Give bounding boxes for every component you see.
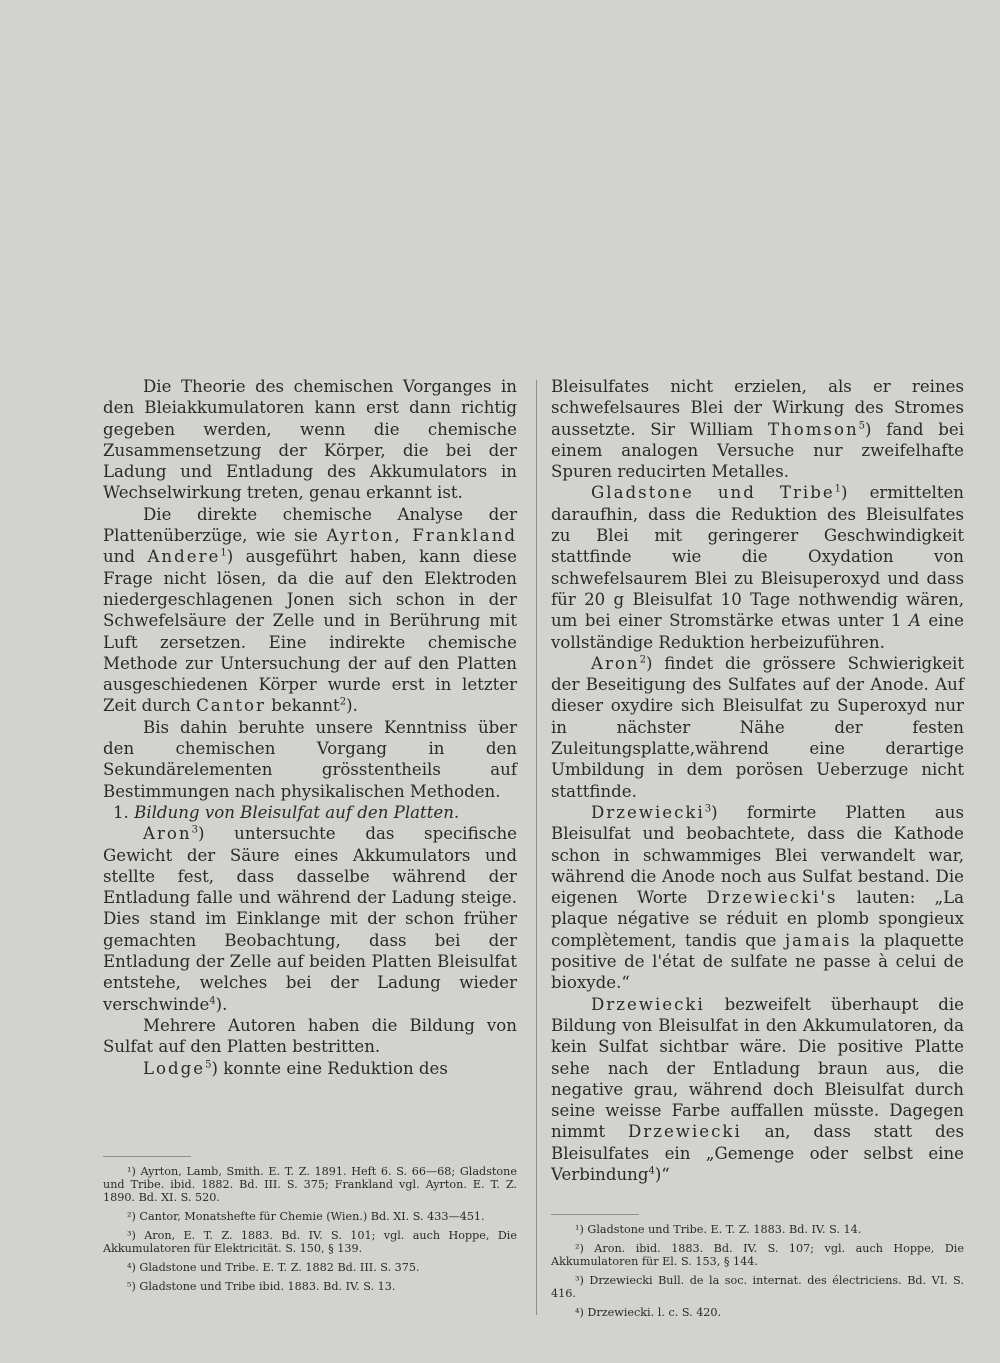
footnote: ¹) Ayrton, Lamb, Smith. E. T. Z. 1891. Heft 6. S. 66—68; Gladstone und Tribe. ibid. 1882. Bd. III. S. 375; Frankland vgl. Ayrton. E. T. Z. 1890. Bd. XI. S. 520. — [103, 1165, 517, 1204]
paragraph: Drzewiecki$^3$) formirte Platten aus Bleisulfat und beobachtete, dass die Kathode schon in schwammiges Blei verwandelt war, während die Anode noch aus Sulfat bestand. Die eigenen Worte Drzewiecki's lauten: „La plaque négative se réduit en plomb spongieux complètement, tandis que jamais la plaquette positive de l'état de sulfate ne passe à celui de bioxyde.“ — [551, 802, 965, 993]
paragraph: Die direkte chemische Analyse der Plattenüberzüge, wie sie Ayrton, Frankland und Andere$^1$) ausgeführt haben, kann diese Frage nicht lösen, da die auf den Elektroden niedergeschlagenen Jonen sich schon in der Schwefelsäure der Zelle und in Berührung mit Luft zersetzen. Eine indirekte chemische Methode zur Untersuchung der auf den Platten ausgeschiedenen Körper wurde erst in letzter Zeit durch Cantor bekannt$^2$). — [103, 504, 518, 716]
footnote: ¹) Gladstone und Tribe. E. T. Z. 1883. Bd. IV. S. 14. — [575, 1223, 862, 1236]
paragraph: Die Theorie des chemischen Vorganges in den Bleiakkumulatoren kann erst dann richtig gegeben werden, wenn die chemische Zusammensetzung der Körper, die bei der Ladung und Entladung des Akkumulators in Wechselwirkung treten, genau erkannt ist. — [103, 377, 517, 503]
left-column — [103, 376, 517, 1079]
footnotes-right — [551, 1214, 964, 1325]
footnote-separator — [551, 1214, 639, 1215]
paragraph: Mehrere Autoren haben die Bildung von Sulfat auf den Platten bestritten. — [103, 1015, 517, 1057]
footnote-separator — [103, 1156, 191, 1157]
paragraph: Lodge$^5$) konnte eine Reduktion des — [143, 1058, 448, 1078]
paragraph: Bis dahin beruhte unsere Kenntniss über den chemischen Vorgang in den Sekundärelementen grösstentheils auf Bestimmungen nach physikalischen Methoden. — [103, 717, 517, 801]
paragraph: Aron$^3$) untersuchte das specifische Gewicht der Säure eines Akkumulators und stellte fest, dass dasselbe während der Entladung falle und während der Ladung steige. Dies stand im Einklange mit der schon früher gemachten Beobachtung, dass bei der Entladung der Zelle auf beiden Platten Bleisulfat entstehe, welches bei der Ladung wieder verschwinde$^4$). — [103, 824, 518, 1014]
paragraph: Bleisulfates nicht erzielen, als er reines schwefelsaures Blei der Wirkung des Stromes aussetzte. Sir William Thomson$^5$) fand bei einem analogen Versuche nur zweifelhafte Spuren reducirten Metalles. — [551, 377, 964, 482]
footnote: ⁴) Gladstone und Tribe. E. T. Z. 1882 Bd. III. S. 375. — [127, 1261, 420, 1274]
footnotes-left — [103, 1156, 517, 1299]
column-divider — [536, 380, 537, 1315]
paragraph: Gladstone und Tribe$^1$) ermittelten daraufhin, dass die Reduktion des Bleisulfates zu Blei mit geringerer Geschwindigkeit stattfinde wie die Oxydation von schwefelsaurem Blei zu Bleisuperoxyd und dass für 20 g Bleisulfat 10 Tage nothwendig wären, um bei einer Stromstärke etwas unter 1 A eine vollständige Reduktion herbeizuführen. — [551, 483, 964, 652]
footnote: ²) Cantor, Monatshefte für Chemie (Wien.) Bd. XI. S. 433—451. — [127, 1210, 485, 1223]
right-column — [551, 376, 964, 1185]
paragraph: Aron$^2$) findet die grössere Schwierigkeit der Beseitigung des Sulfates auf der Anode. Auf dieser oxydire sich Bleisulfat zu Superoxyd nur in nächster Nähe der festen Zuleitungsplatte,während eine derartige Umbildung in dem porösen Ueberzuge nicht stattfinde. — [551, 653, 964, 801]
footnote: ⁴) Drzewiecki. l. c. S. 420. — [575, 1306, 722, 1319]
section-heading: 1. Bildung von Bleisulfat auf den Platten. — [113, 802, 460, 822]
footnote: ³) Drzewiecki Bull. de la soc. internat. des électriciens. Bd. VI. S. 416. — [551, 1274, 964, 1300]
paragraph: Drzewiecki bezweifelt überhaupt die Bildung von Bleisulfat in den Akkumulatoren, da kein Sulfat sichtbar wäre. Die positive Platte sehe nach der Entladung braun aus, die negative grau, während doch Bleisulfat durch seine weisse Farbe auffallen müsste. Dagegen nimmt Drzewiecki an, dass statt des Bleisulfates ein „Gemenge oder selbst eine Verbindung$^4$)“ — [551, 994, 964, 1184]
footnote: ⁵) Gladstone und Tribe ibid. 1883. Bd. IV. S. 13. — [127, 1280, 396, 1293]
footnote: ²) Aron. ibid. 1883. Bd. IV. S. 107; vgl. auch Hoppe, Die Akkumulatoren für El. S. 153, § 144. — [551, 1242, 964, 1268]
footnote: ³) Aron, E. T. Z. 1883. Bd. IV. S. 101; vgl. auch Hoppe, Die Akkumulatoren für Elektricität. S. 150, § 139. — [103, 1229, 517, 1255]
